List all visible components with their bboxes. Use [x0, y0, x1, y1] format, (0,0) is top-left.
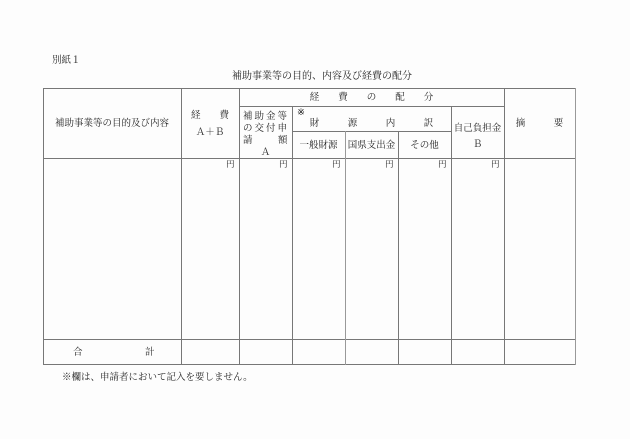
cell-general-fund[interactable] — [293, 159, 345, 339]
allocation-divider — [239, 106, 504, 107]
header-funding-source: 財 源 内 訳 — [309, 118, 434, 129]
note-mark: ※ — [297, 107, 305, 118]
header-general-fund: 一般財源 — [299, 140, 338, 151]
total-general-fund[interactable] — [293, 340, 345, 364]
unit-self-pay: 円 — [491, 160, 500, 170]
cell-other[interactable] — [399, 159, 451, 339]
cell-remarks[interactable] — [505, 159, 575, 339]
total-subsidy[interactable] — [240, 340, 292, 364]
cell-self-pay[interactable] — [452, 159, 504, 339]
table-bottom-border — [43, 364, 576, 365]
header-subsidy-line4: Ａ — [260, 147, 271, 158]
header-remarks: 摘 要 — [515, 118, 564, 129]
total-label-a: 合 — [73, 347, 83, 358]
header-subsidy-line3a: 請 — [243, 135, 253, 146]
header-subsidy-line1: 補助金等 — [243, 111, 290, 122]
header-self-pay-label: 自己負担金 — [453, 123, 502, 134]
footnote: ※欄は、申請者において記入を要しません。 — [62, 372, 253, 383]
total-prefectural[interactable] — [346, 340, 398, 364]
header-expense-formula: Ａ＋Ｂ — [195, 127, 225, 138]
unit-subsidy: 円 — [279, 160, 288, 170]
header-allocation: 経 費 の 配 分 — [309, 92, 434, 103]
table-top-border — [43, 88, 576, 89]
cell-subsidy[interactable] — [240, 159, 292, 339]
annex-label: 別紙１ — [52, 55, 81, 66]
cell-purpose[interactable] — [44, 159, 181, 339]
header-self-pay-code: Ｂ — [472, 139, 483, 150]
table-right-border — [575, 88, 576, 365]
header-subsidy-line3b: 額 — [278, 135, 288, 146]
total-self-pay[interactable] — [452, 340, 504, 364]
header-expense-label: 経 費 — [190, 110, 229, 121]
header-subsidy-line2: の交付申 — [243, 123, 290, 134]
header-prefectural: 国県支出金 — [347, 140, 396, 151]
unit-other: 円 — [438, 160, 447, 170]
header-other: その他 — [410, 140, 439, 151]
total-expense[interactable] — [182, 340, 239, 364]
unit-general-fund: 円 — [332, 160, 341, 170]
total-other[interactable] — [399, 340, 451, 364]
unit-expense: 円 — [226, 160, 235, 170]
header-purpose: 補助事業等の目的及び内容 — [54, 118, 169, 129]
cell-expense[interactable] — [182, 159, 239, 339]
total-remarks[interactable] — [505, 340, 575, 364]
page-title: 補助事業等の目的、内容及び経費の配分 — [232, 71, 412, 82]
unit-prefectural: 円 — [385, 160, 394, 170]
cell-prefectural[interactable] — [346, 159, 398, 339]
funding-source-divider — [292, 131, 451, 132]
total-label-b: 計 — [145, 347, 155, 358]
